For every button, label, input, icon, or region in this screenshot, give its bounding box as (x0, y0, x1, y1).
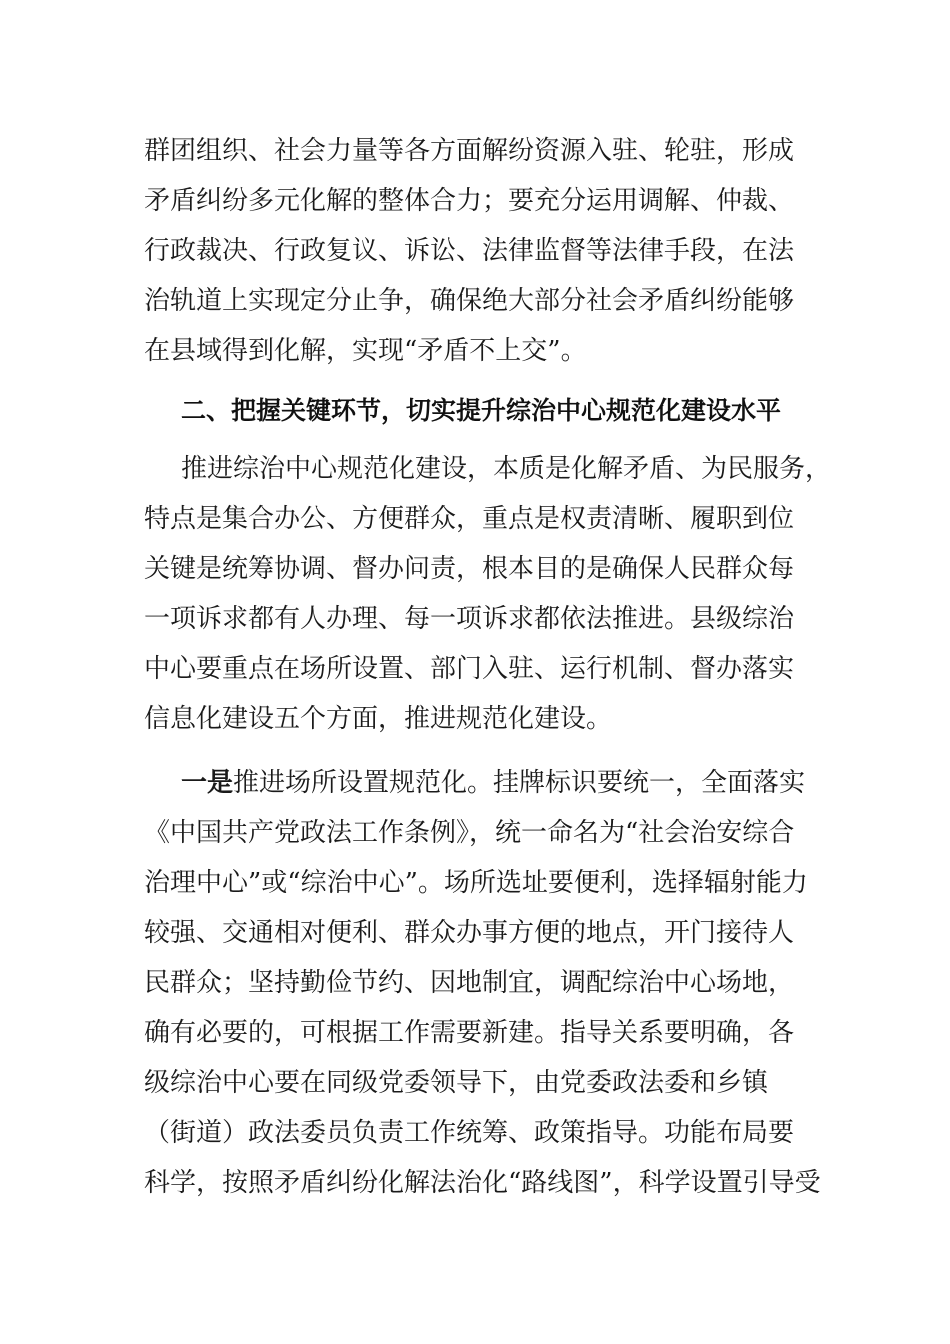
text-line: （街道）政法委员负责工作统筹、政策指导。功能布局要 (144, 1118, 795, 1148)
text-line: 较强、交通相对便利、群众办事方便的地点，开门接待人 (144, 918, 795, 948)
text-line: 推进综治中心规范化建设，本质是化解矛盾、为民服务， (181, 454, 832, 484)
paragraph-1 (144, 126, 824, 376)
text-line: 科学，按照矛盾纠纷化解法治化“路线图”，科学设置引导受 (144, 1168, 821, 1198)
text-line: 一项诉求都有人办理、每一项诉求都依法推进。县级综治 (144, 604, 795, 634)
text-line: 行政裁决、行政复议、诉讼、法律监督等法律手段，在法 (144, 236, 795, 266)
text-line: 确有必要的，可根据工作需要新建。指导关系要明确，各 (144, 1018, 795, 1048)
text-line: 治轨道上实现定分止争，确保绝大部分社会矛盾纠纷能够 (144, 286, 795, 316)
paragraph-text: 推进场所设置规范化。挂牌标识要统一，全面落实 (233, 768, 806, 798)
text-line: 关键是统筹协调、督办问责，根本目的是确保人民群众每 (144, 554, 795, 584)
text-line: 特点是集合办公、方便群众，重点是权责清晰、履职到位 (144, 504, 795, 534)
section-heading: 二、把握关键环节，切实提升综治中心规范化建设水平 (181, 396, 782, 425)
text-line: 矛盾纠纷多元化解的整体合力；要充分运用调解、仲裁、 (144, 186, 795, 216)
document-body (144, 126, 832, 1208)
text-line (144, 758, 824, 808)
text-line: 《中国共产党政法工作条例》，统一命名为“社会治安综合 (144, 818, 795, 848)
text-line: 级综治中心要在同级党委领导下，由党委政法委和乡镇 (144, 1068, 769, 1098)
text-line: 中心要重点在场所设置、部门入驻、运行机制、督办落实 (144, 654, 795, 684)
text-line: 信息化建设五个方面，推进规范化建设。 (144, 704, 613, 734)
paragraph-lead: 一是 (181, 768, 234, 798)
paragraph-3 (144, 758, 824, 1208)
paragraph-2 (144, 444, 832, 744)
text-line: 在县域得到化解，实现“矛盾不上交”。 (144, 336, 587, 366)
text-line: 群团组织、社会力量等各方面解纷资源入驻、轮驻，形成 (144, 136, 795, 166)
text-line: 治理中心”或“综治中心”。场所选址要便利，选择辐射能力 (144, 868, 808, 898)
text-line: 民群众；坚持勤俭节约、因地制宜，调配综治中心场地， (144, 968, 795, 998)
